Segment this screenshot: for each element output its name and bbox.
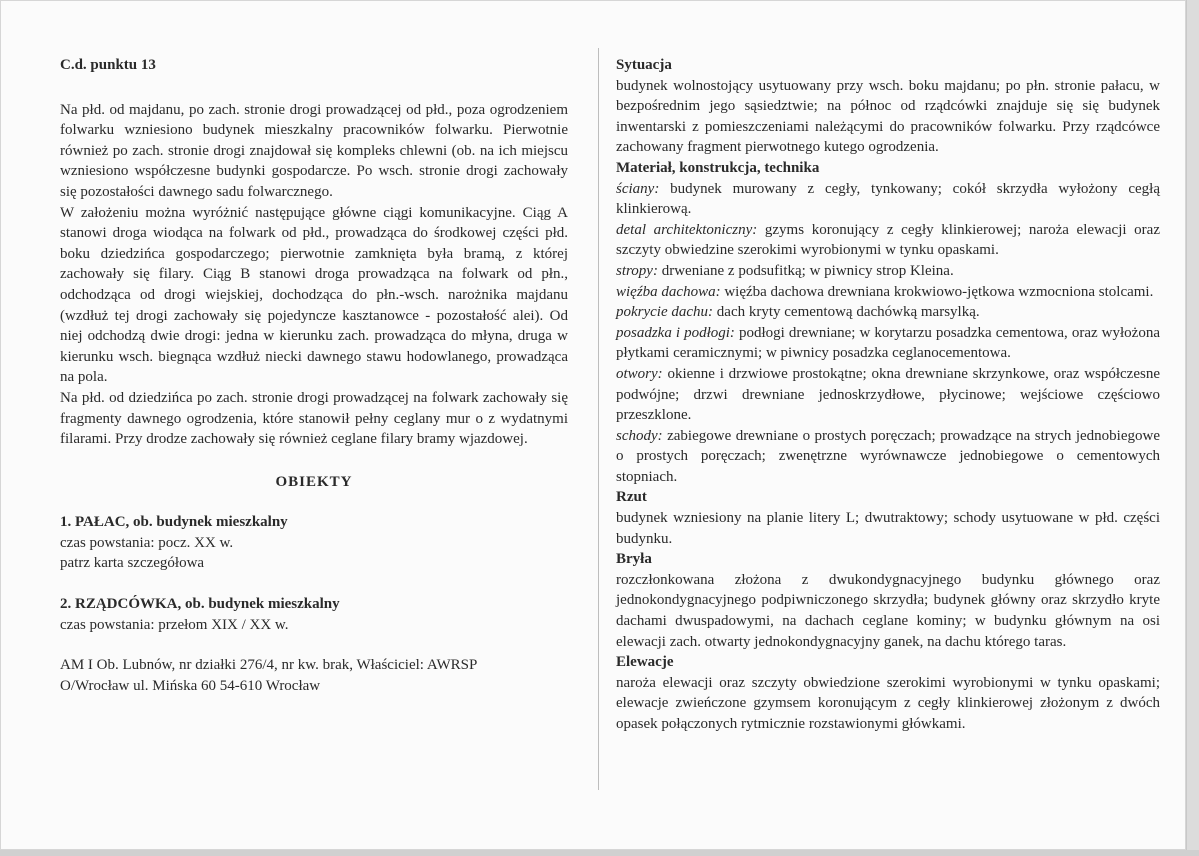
section-sytuacja-text: budynek wolnostojący usytuowany przy wsch. boku majdanu; po płn. stronie pałacu, w bezpośrednim jego sąsiedztwie; na północ od rządcówki znajduje się się budynek inwentarski z pomieszczeniami należącymi do pracowników folwarku. Przy rządcówce zachowany fragment pierwotnego kutego ogrodzenia. — [616, 77, 1160, 156]
paragraph-3: Na płd. od dziedzińca po zach. stronie drogi prowadzącej na folwark zachowały się fragmenty dawnego ogrodzenia, które stanowił pełny ceglany mur o z wydatnymi filarami. Przy drodze zachowały się również ceglane filary bramy wjazdowej. — [60, 389, 568, 448]
entry-pokrycie-text: dach kryty cementową dachówką marsylką. — [713, 304, 980, 321]
section-bryla-text: rozczłonkowana złożona z dwukondygnacyjnego budynku głównego oraz jednokondygnacyjnego podpiwniczonego skrzydła; budynek główny oraz skrzydło kryte dachami dwuspadowymi, na dachach ceglane kominy; w budynku głównym na osi elewacji zach. otwarty jednokondygnacyjny ganek, na dachu którego taras. — [616, 571, 1160, 650]
entry-wiezba-text: więźba dachowa drewniana krokwiowo-jętkowa wzmocniona stolcami. — [720, 283, 1154, 300]
section-elewacje-text: naroża elewacji oraz szczyty obwiedzione szerokimi wyrobionymi w tynku opaskami; elewacje zwieńczone gzymsem koronującym z cegły klinkierowej złożonym z dwóch opasek połączonych rytmicznie rozstawionymi główkami. — [616, 674, 1160, 732]
right-column — [616, 55, 1160, 735]
object-2-title: 2. RZĄDCÓWKA, ob. budynek mieszkalny — [60, 596, 340, 613]
object-1-date: czas powstania: pocz. XX w. — [60, 534, 234, 551]
object-2-date: czas powstania: przełom XIX / XX w. — [60, 616, 289, 633]
column-divider — [598, 48, 599, 790]
paragraph-1: Na płd. od majdanu, po zach. stronie drogi prowadzącej od płd., poza ogrodzeniem folwarku wzniesiono budynek mieszkalny pracowników folwarku. Pierwotnie również po zach. stronie drogi znajdował się kompleks chlewni (ob. na ich miejscu wzniesiono współczesne budynki gospodarcze. Po wsch. stronie drogi zachowały się pozostałości dawnego sadu folwarcznego. — [60, 101, 568, 200]
entry-otwory — [616, 364, 1160, 426]
entry-otwory-label: otwory: — [616, 365, 663, 382]
footer-line-2: O/Wrocław ul. Mińska 60 54-610 Wrocław — [60, 677, 321, 694]
entry-sciany-text: budynek murowany z cegły, tynkowany; cokół skrzydła wyłożony cegłą klinkierową. — [616, 180, 1160, 218]
page-edge-bottom — [0, 850, 1199, 856]
left-column — [60, 55, 568, 696]
entry-posadzka-label: posadzka i podłogi: — [616, 324, 735, 341]
footer-line-1: AM I Ob. Lubnów, nr działki 276/4, nr kw. brak, Właściciel: AWRSP — [60, 657, 478, 674]
section-sytuacja-heading: Sytuacja — [616, 57, 672, 73]
entry-stropy-text: drweniane z podsufitką; w piwnicy strop Kleina. — [657, 262, 954, 279]
object-1-note: patrz karta szczegółowa — [60, 555, 205, 572]
section-rzut-text: budynek wzniesiony na planie litery L; dwutraktowy; schody usytuowane w płd. części budynku. — [616, 510, 1160, 547]
section-elewacje-heading: Elewacje — [616, 654, 674, 671]
page-edge-right — [1186, 0, 1199, 856]
section-bryla-heading: Bryła — [616, 551, 652, 568]
entry-posadzka-text: podłogi drewniane; w korytarzu posadzka cementowa, oraz wyłożona płytkami ceramicznymi; w piwnicy posadzka ceglanocementowa. — [616, 324, 1160, 362]
entry-stropy — [616, 261, 1160, 282]
continuation-heading: C.d. punktu 13 — [60, 57, 156, 73]
object-1-title: 1. PAŁAC, ob. budynek mieszkalny — [60, 514, 288, 531]
entry-sciany-label: ściany: — [616, 180, 660, 197]
entry-posadzka — [616, 323, 1160, 364]
objects-heading: OBIEKTY — [275, 473, 353, 490]
paragraph-2: W założeniu można wyróżnić następujące główne ciągi komunikacyjne. Ciąg A stanowi droga wiodąca na folwark od płd., prowadząca do środkowej części płd. boku dziedzińca gospodarczego; pierwotnie zamknięta była bramą, z której zachowały się filary. Ciąg B stanowi droga prowadząca na folwark od płn., odchodząca od drogi wiejskiej, dochodząca do płn.-wsch. narożnika majdanu (wzdłuż tej drogi zachowały się pojedyncze kasztanowce - pozostałość alei). Od niej odchodzą dwie drogi: jedna w kierunku zach. prowadząca do młyna, druga w kierunku wsch. biegnąca wzdłuż niecki dawnego stawu hodowlanego, prowadząca na pola. — [60, 204, 568, 386]
entry-schody — [616, 426, 1160, 488]
entry-stropy-label: stropy: — [616, 262, 658, 279]
section-rzut-heading: Rzut — [616, 489, 647, 506]
entry-otwory-text: okienne i drzwiowe prostokątne; okna drewniane skrzynkowe, oraz współczesne podwójne; drzwi drewniane jednoskrzydłowe, płycinowe; wejściowe częściowo przeszklone. — [616, 365, 1160, 424]
entry-schody-text: zabiegowe drewniane o prostych poręczach; prowadzące na strych jednobiegowe o prostych poręczach; zwenętrzne wyrównawcze jednobiegowe o cementowych stopniach. — [616, 427, 1160, 485]
entry-detal-label: detal architektoniczny: — [616, 221, 758, 238]
section-material-heading: Materiał, konstrukcja, technika — [616, 159, 820, 176]
entry-sciany — [616, 179, 1160, 220]
entry-wiezba — [616, 282, 1160, 303]
entry-pokrycie — [616, 302, 1160, 323]
entry-wiezba-label: więźba dachowa: — [616, 283, 721, 300]
entry-pokrycie-label: pokrycie dachu: — [616, 304, 714, 321]
entry-schody-label: schody: — [616, 427, 663, 444]
entry-detal-text: gzyms koronujący z cegły klinkierowej; naroża elewacji oraz szczyty obwiedzine szerokimi wyrobionymi w tynku opaskami. — [616, 221, 1160, 259]
entry-detal — [616, 220, 1160, 261]
